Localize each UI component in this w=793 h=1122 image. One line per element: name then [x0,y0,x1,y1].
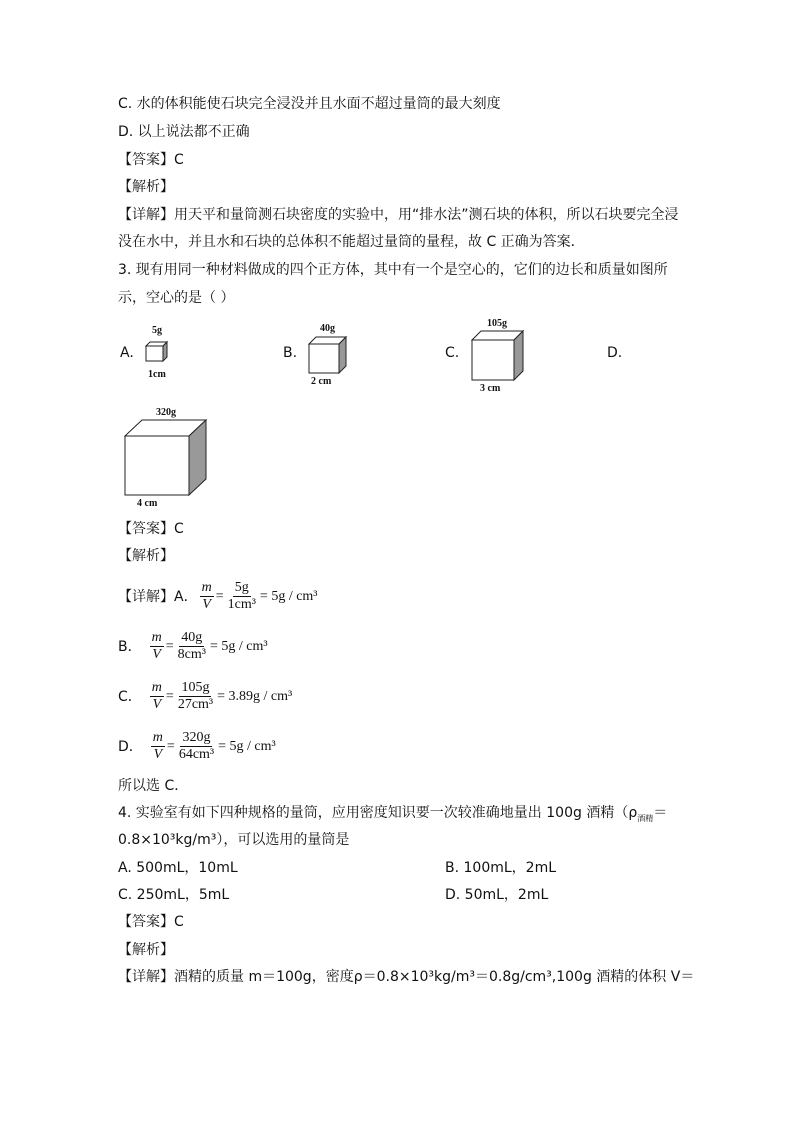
cube-b-icon [308,336,348,374]
equation-result: = 5g / cm³ [218,738,276,754]
option-d-mass: 320g [156,407,176,418]
q4-analysis: 【解析】 [118,942,174,958]
value-fraction: $\frac{40g}{\text{8cm³}}$ [177,630,206,662]
q4-option-d: D. 50mL，2mL [445,887,549,903]
q2-answer: 【答案】C [118,152,184,168]
cube-d-icon [124,419,208,497]
option-b-side: 2 cm [311,376,332,387]
equation-label: B． [118,638,142,655]
mv-fraction: $\frac{m}{V}$ [152,730,163,762]
equation-result: = 5g / cm³ [209,638,268,654]
q4-stem-line-2: 0.8×10³kg/m³），可以选用的量筒是 [118,832,350,848]
q4-option-c: C. 250mL，5mL [118,887,230,903]
q3-stem-line-1: 3. 现有用同一种材料做成的四个正方体，其中有一个是空心的，它们的边长和质量如图所 [118,262,668,278]
q4-answer: 【答案】C [118,914,184,930]
option-a-side: 1cm [148,369,166,380]
q4-option-a: A. 500mL，10mL [118,860,238,876]
q4-detail: 【详解】酒精的质量 m＝100g，密度ρ＝0.8×10³kg/m³＝0.8g/cm³,100g 酒精的体积 V＝ [118,969,695,985]
value-fraction: $\frac{105g}{\text{27cm³}}$ [177,680,214,712]
q3-answer: 【答案】C [118,521,184,537]
option-b-mass: 40g [320,323,335,334]
equation-label: C． [118,688,142,705]
q2-detail-line-2: 没在水中，并且水和石块的总体积不能超过量筒的量程，故 C 正确为答案． [118,234,585,250]
equation-label: D． [118,738,143,755]
q3-equation-c: C． $\frac{m}{V}$ = $\frac{105g}{\text{27cm³}}$ = 3.89g / cm³ [118,680,293,712]
rho-subscript: 酒精 [637,813,654,823]
mv-fraction: $\frac{m}{V}$ [201,580,212,612]
q4-option-b: B. 100mL，2mL [445,860,557,876]
q2-detail-line-1: 【详解】用天平和量筒测石块密度的实验中，用“排水法”测石块的体积，所以石块要完全浸 [118,207,679,223]
q4-stem-line-1: 4. 实验室有如下四种规格的量筒，应用密度知识要一次较准确地量出 100g 酒精（$\rho_{酒精}=$ [118,805,668,823]
q3-equation-a: 【详解】A． $\frac{m}{V}$ = $\frac{5g}{\text{1cm³}}$ = 5g / cm³ [118,580,318,612]
option-d-letter: D. [607,345,623,361]
equation-result: = 5g / cm³ [259,588,318,604]
equation-result: = 3.89g / cm³ [217,688,293,704]
q2-analysis: 【解析】 [118,179,174,195]
q3-equation-d: D． $\frac{m}{V}$ = $\frac{320g}{\text{64cm³}}$ = 5g / cm³ [118,730,276,762]
option-c-letter: C. [445,345,460,361]
q3-equation-b: B． $\frac{m}{V}$ = $\frac{40g}{\text{8cm³}}$ = 5g / cm³ [118,630,268,662]
option-d-side: 4 cm [137,498,158,509]
option-a-letter: A. [120,345,134,361]
option-c-mass: 105g [487,318,507,329]
q2-option-d: D. 以上说法都不正确 [118,124,250,140]
cube-a-icon [145,340,169,362]
q3-detail-prefix: 【详解】A． [118,588,198,605]
q2-option-c: C. 水的体积能使石块完全浸没并且水面不超过量筒的最大刻度 [118,96,501,112]
q3-analysis: 【解析】 [118,548,174,564]
option-c-side: 3 cm [480,383,501,394]
q3-stem-line-2: 示，空心的是（ ） [118,290,235,306]
mv-fraction: $\frac{m}{V}$ [151,680,162,712]
cube-c-icon [471,330,525,382]
value-fraction: $\frac{320g}{\text{64cm³}}$ [178,730,215,762]
value-fraction: $\frac{5g}{\text{1cm³}}$ [227,580,256,612]
mv-fraction: $\frac{m}{V}$ [151,630,162,662]
option-b-letter: B. [283,345,298,361]
q3-conclusion: 所以选 C． [118,778,189,794]
option-a-mass: 5g [152,325,162,336]
